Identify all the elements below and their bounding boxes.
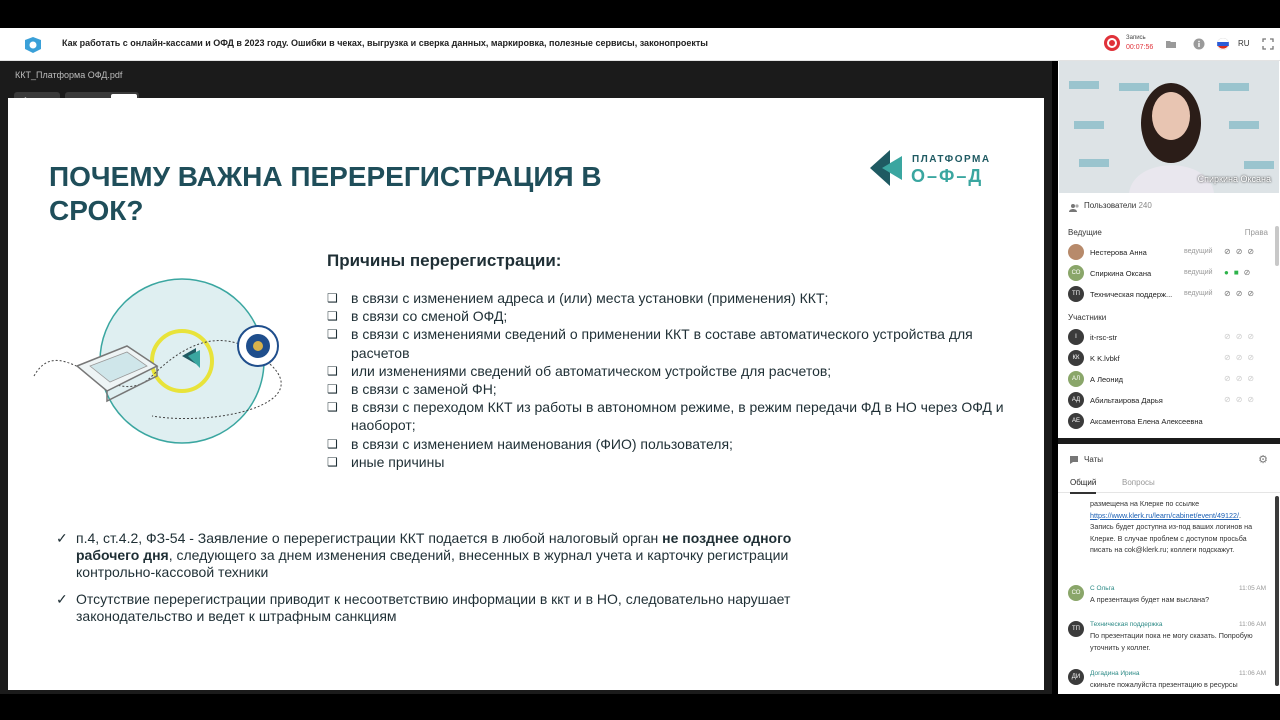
participant-row[interactable] <box>1068 412 1268 430</box>
user-controls[interactable]: ⊘⊘⊘ <box>1224 353 1260 362</box>
avatar: АЕ <box>1068 413 1084 429</box>
reason-item: ❑ в связи со сменой ОФД; <box>327 307 1027 325</box>
gear-icon[interactable]: ⚙ <box>1258 454 1268 466</box>
user-role: ведущий <box>1184 269 1213 276</box>
russia-flag-icon[interactable] <box>1217 38 1229 50</box>
note-item: ✓ Отсутствие перерегистрации приводит к несоответствию информации в ккт и в НО, следовательно нарушает законодательство и ведет к штрафным санкциям <box>56 591 816 625</box>
panel-separator <box>1058 438 1280 444</box>
user-name: Спиркина Оксана <box>1090 269 1152 278</box>
user-role: ведущий <box>1184 290 1213 297</box>
user-role: ведущий <box>1184 248 1213 255</box>
language-selector[interactable]: RU <box>1238 39 1250 48</box>
avatar: СО <box>1068 265 1084 281</box>
user-controls[interactable]: ⊘⊘⊘ <box>1224 332 1260 341</box>
chat-scrollbar[interactable] <box>1275 496 1279 686</box>
chat-tabs <box>1058 473 1280 493</box>
rights-label: Права <box>1244 228 1268 237</box>
message-line: размещена на Клерке по ссылке <box>1090 499 1200 508</box>
top-bar <box>0 28 1280 61</box>
avatar: АЛ <box>1068 371 1084 387</box>
reason-item: ❑ в связи с изменениями сведений о применении ККТ в составе автоматического устройства для расчетов <box>327 325 1027 361</box>
note1-suffix: , следующего за днем изменения сведений, внесенных в журнал учета и карточку регистрации контрольно-кассовой техники <box>76 547 789 580</box>
presentation-panel <box>0 61 1052 694</box>
message-time: 11:06 AM <box>1239 621 1266 628</box>
brand-top-text: ПЛАТФОРМА <box>912 154 991 165</box>
participants-label: Участники <box>1068 313 1107 322</box>
host-row[interactable] <box>1068 264 1268 282</box>
participant-row[interactable] <box>1068 328 1268 346</box>
notes-list <box>56 530 816 635</box>
user-controls[interactable]: ⊘⊘⊘ <box>1224 289 1260 298</box>
avatar: ТП <box>1068 286 1084 302</box>
webinar-logo-icon[interactable] <box>22 36 44 54</box>
fullscreen-icon[interactable] <box>1262 38 1274 50</box>
user-controls[interactable]: ⊘⊘⊘ <box>1224 395 1260 404</box>
message-text: По презентации пока не могу сказать. Попробую уточнить у коллег. <box>1090 631 1253 652</box>
reason-item: ❑ в связи с переходом ККТ из работы в автономном режиме, в режим передачи ФД в НО через ОФД и наоборот; <box>327 398 1027 434</box>
presentation-filename: ККТ_Платформа ОФД.pdf <box>15 70 123 80</box>
speaker-video <box>1059 61 1279 193</box>
participant-row[interactable] <box>1068 349 1268 367</box>
user-name: А Леонид <box>1090 375 1124 384</box>
message-author: Догадина Ирина <box>1090 670 1140 677</box>
avatar: КК <box>1068 350 1084 366</box>
note1-prefix: п.4, ст.4.2, ФЗ-54 - Заявление о перерегистрации ККТ подается в любой налоговый орган <box>76 530 663 546</box>
participant-row[interactable] <box>1068 370 1268 388</box>
reason-item: ❑ иные причины <box>327 453 1027 471</box>
slide-title: ПОЧЕМУ ВАЖНА ПЕРЕРЕГИСТРАЦИЯ В СРОК? <box>49 161 602 226</box>
cash-register-illustration <box>32 266 282 446</box>
brand-bottom-text: О–Ф–Д <box>911 166 984 186</box>
user-name: it-rsc-str <box>1090 333 1118 342</box>
message-time: 11:05 AM <box>1239 585 1266 592</box>
reasons-list <box>327 289 1027 471</box>
chat-message-text <box>1090 498 1266 556</box>
platforma-logo-icon <box>866 146 910 192</box>
host-row[interactable] <box>1068 285 1268 303</box>
users-header <box>1084 201 1152 210</box>
avatar: I <box>1068 329 1084 345</box>
reason-item: ❑ в связи с изменением адреса и (или) места установки (применения) ККТ; <box>327 289 1027 307</box>
user-controls[interactable]: ⊘⊘⊘ <box>1224 374 1260 383</box>
host-row[interactable] <box>1068 243 1268 261</box>
users-icon <box>1069 203 1080 212</box>
webinar-title: Как работать с онлайн-кассами и ОФД в 2023 году. Ошибки в чеках, выгрузка и сверка данных, маркировка, полезные сервисы, законопроекты <box>62 38 708 48</box>
message-time: 11:06 AM <box>1239 670 1266 677</box>
user-name: Абильтаирова Дарья <box>1090 396 1163 405</box>
avatar: ДИ <box>1068 669 1084 685</box>
users-scrollbar[interactable] <box>1275 226 1279 266</box>
user-name: Техническая поддерж... <box>1090 290 1173 299</box>
reasons-heading: Причины перерегистрации: <box>327 251 562 270</box>
platforma-ofd-logo <box>866 146 1006 192</box>
user-controls[interactable]: ⊘⊘⊘ <box>1224 247 1260 256</box>
recording-label: Запись <box>1126 35 1146 41</box>
tab-questions[interactable]: Вопросы <box>1122 478 1155 487</box>
chat-icon <box>1069 455 1079 465</box>
hosts-label: Ведущие <box>1068 228 1102 237</box>
speaker-name: Спиркина Оксана <box>1197 174 1271 184</box>
message-text: скиньте пожалуйста презентацию в ресурсы <box>1090 680 1238 689</box>
message-rest: . Запись будет доступна из-под ваших логинов на Клерке. В случае проблем с доступом просьба писать на cok@klerk.ru; коллеги подскажут. <box>1090 510 1253 554</box>
avatar: СО <box>1068 585 1084 601</box>
reason-item: ❑ в связи с изменением наименования (ФИО) пользователя; <box>327 435 1027 453</box>
avatar <box>1068 244 1084 260</box>
event-link[interactable]: https://www.klerk.ru/learn/cabinet/event/49122/ <box>1090 510 1240 520</box>
reason-item: ❑ в связи с заменой ФН; <box>327 380 1027 398</box>
avatar: АД <box>1068 392 1084 408</box>
user-name: Аксаментова Елена Алексеевна <box>1090 417 1203 426</box>
slide <box>8 98 1044 690</box>
message-author: С Ольга <box>1090 585 1115 592</box>
users-label: Пользователи <box>1084 201 1137 210</box>
info-icon[interactable] <box>1193 38 1205 50</box>
tab-general[interactable]: Общий <box>1070 478 1096 494</box>
message-author: Техническая поддержка <box>1090 621 1163 628</box>
note1-bold: не позднее одного рабочего дня <box>76 530 792 563</box>
record-icon[interactable] <box>1104 35 1120 51</box>
recording-time: 00:07:56 <box>1126 44 1154 51</box>
users-count: 240 <box>1138 201 1152 210</box>
chat-label: Чаты <box>1084 455 1104 464</box>
folder-icon[interactable] <box>1165 38 1177 50</box>
user-controls[interactable]: ●■⊘ <box>1224 268 1256 277</box>
user-name: Нестерова Анна <box>1090 248 1147 257</box>
participant-row[interactable] <box>1068 391 1268 409</box>
note-item <box>56 530 816 581</box>
user-name: K K.lvbkf <box>1090 354 1120 363</box>
side-panel <box>1058 61 1280 694</box>
avatar: ТП <box>1068 621 1084 637</box>
message-text: А презентация будет нам выслана? <box>1090 595 1210 604</box>
reason-item: ❑ или изменениями сведений об автоматическом устройстве для расчетов; <box>327 362 1027 380</box>
